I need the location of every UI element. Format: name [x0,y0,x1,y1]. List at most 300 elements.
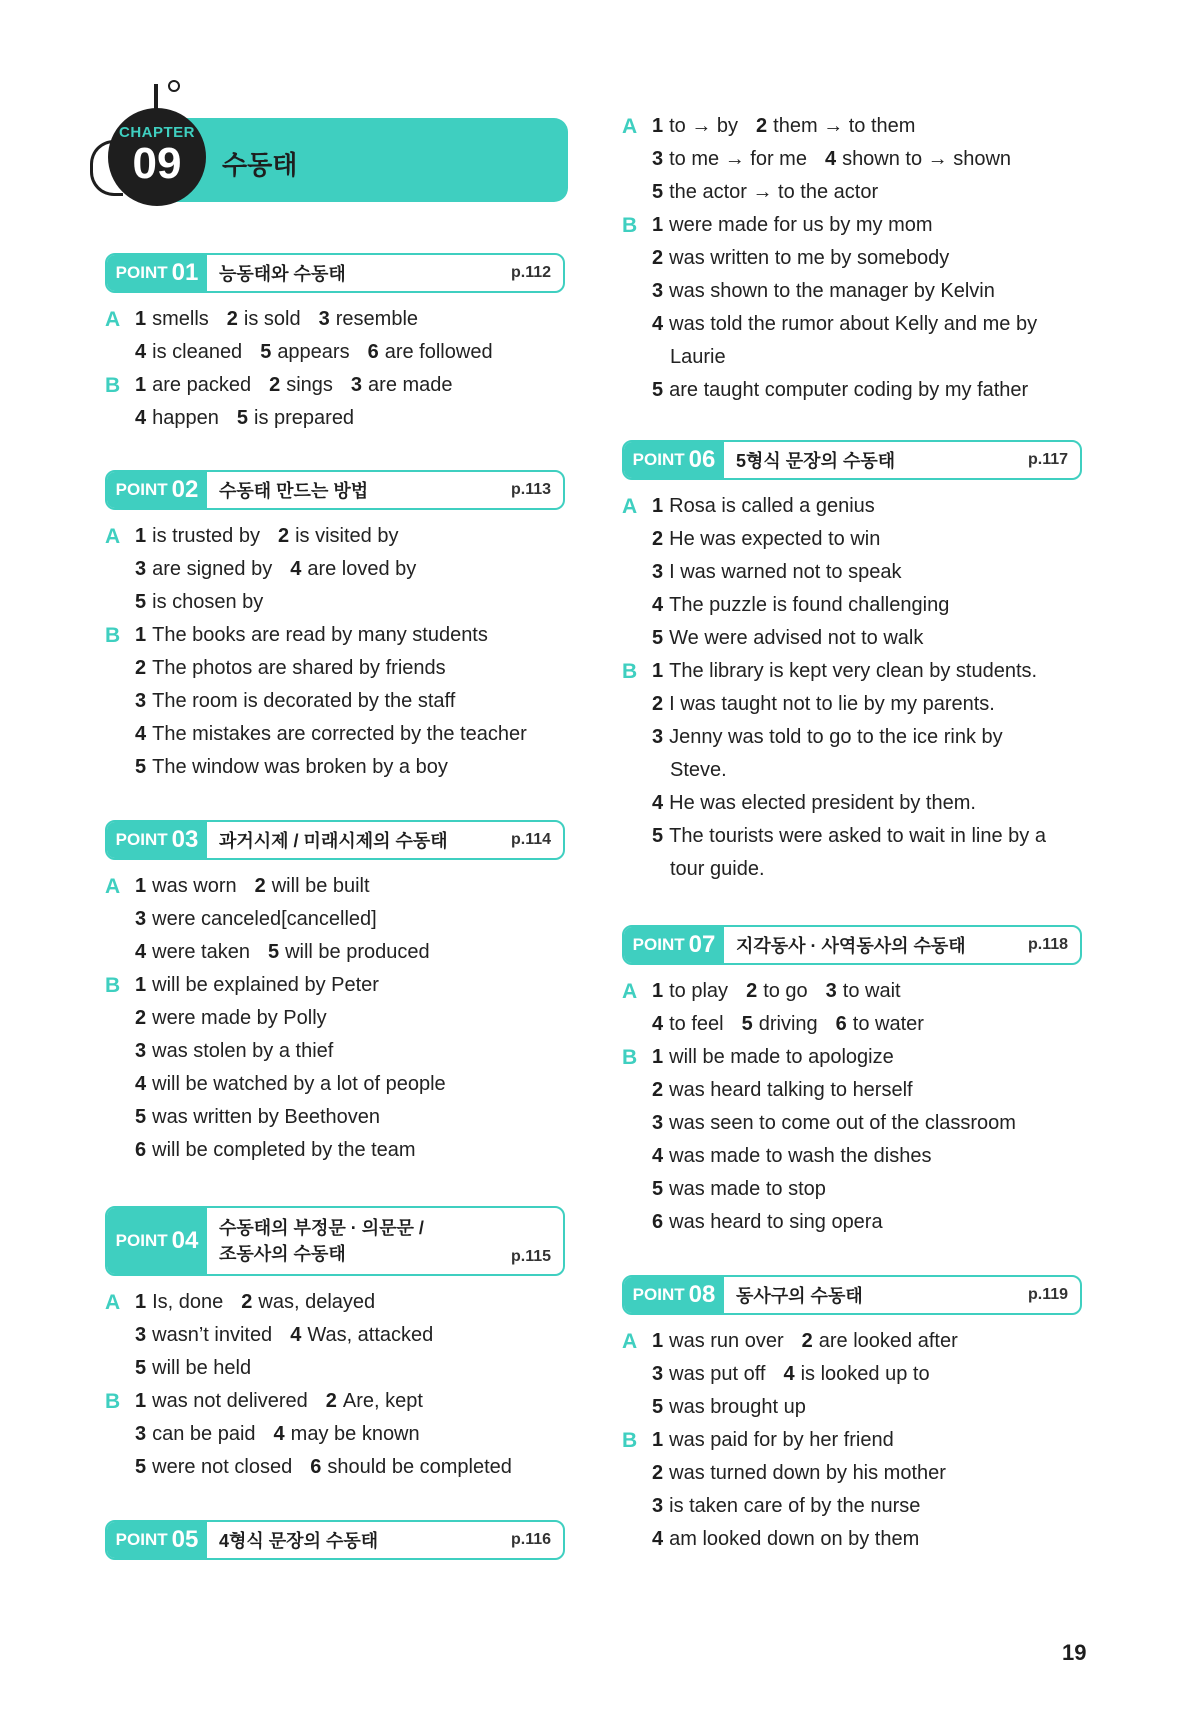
item-number: 1 [652,1046,664,1068]
item-number: 6 [835,1013,847,1035]
answer-items [135,936,448,969]
answer-item [135,875,237,897]
item-number: 3 [318,308,330,330]
item-number: 3 [135,1324,147,1346]
answer-line [105,553,575,586]
answer-item [836,1013,924,1035]
answer-line [622,341,1092,374]
answer-line [622,1358,1092,1391]
point-number: 05 [171,1526,199,1553]
item-number: 2 [652,693,664,715]
item-text: the actor → to the actor [669,181,879,203]
item-text: was brought up [669,1396,806,1418]
item-number: 3 [652,1363,664,1385]
item-text: was shown to the manager by Kelvin [669,280,995,302]
item-text: will be explained by Peter [152,974,379,996]
item-text: was run over [669,1330,784,1352]
answer-item [326,1390,423,1412]
answer-item [135,1390,308,1412]
answer-item [227,308,301,330]
point-word: POINT [115,1231,168,1250]
answer-item [290,1324,433,1346]
answer-line [622,1206,1092,1239]
answer-items [135,1101,398,1134]
answer-item [237,407,354,429]
item-text: Jenny was told to go to the ice rink by [669,726,1003,748]
item-number: 1 [135,624,147,646]
item-text: were canceled[cancelled] [152,908,377,930]
answer-items [135,1286,393,1319]
point-tag [624,1277,724,1313]
answer-item [783,1363,929,1385]
item-number: 4 [135,941,147,963]
answer-line [622,622,1092,655]
item-text: am looked down on by them [669,1528,920,1550]
item-text: are looked after [818,1330,958,1352]
item-text: Was, attacked [307,1324,434,1346]
point-title [219,1208,424,1274]
answer-items [652,1206,901,1239]
answer-line [105,1286,575,1319]
point-number: 07 [688,931,716,958]
item-text: resemble [335,308,419,330]
item-text: will be produced [285,941,430,963]
item-number: 1 [652,495,664,517]
item-text: were made for us by my mom [669,214,933,236]
point-header-08 [622,1275,1082,1315]
item-text: The puzzle is found challenging [669,594,950,616]
answer-items [652,523,898,556]
point-title-line: 지각동사 · 사역동사의 수동태 [736,936,966,956]
item-text: was made to stop [669,1178,826,1200]
item-text: were not closed [152,1456,293,1478]
answer-items [652,1107,1034,1140]
item-number: 1 [135,974,147,996]
item-text: Laurie [670,346,726,368]
answer-item [319,308,418,330]
answer-items [135,586,281,619]
answer-item [652,693,995,715]
answer-line [105,870,575,903]
item-text: was made to wash the dishes [669,1145,932,1167]
item-text: The library is kept very clean by students. [669,660,1038,682]
answer-line [105,520,575,553]
answer-item [135,908,377,930]
point-title [736,442,895,478]
answer-item [290,558,416,580]
point-number: 02 [171,476,199,503]
item-text: was put off [669,1363,766,1385]
item-number: 5 [652,181,664,203]
item-number: 1 [135,1291,147,1313]
answer-line [105,303,575,336]
answer-item [652,594,949,616]
answer-item [652,627,923,649]
answer-items [652,1490,938,1523]
section-letter-b: B [105,1390,121,1413]
item-number: 3 [652,726,664,748]
item-number: 2 [269,374,281,396]
item-text: should be completed [327,1456,512,1478]
answer-item [742,1013,818,1035]
answer-item [135,591,263,613]
item-number: 2 [652,1079,664,1101]
section-letter-b: B [105,624,121,647]
section-letter-a: A [622,115,638,138]
item-number: 1 [652,1330,664,1352]
item-text: will be watched by a lot of people [152,1073,446,1095]
answer-items [135,369,471,402]
answer-items [135,336,511,369]
item-text: was heard talking to herself [669,1079,913,1101]
answer-items [652,556,919,589]
answer-line [622,1424,1092,1457]
answer-items [652,1457,964,1490]
item-text: them → to them [773,115,916,137]
answer-item [135,657,446,679]
answer-item [135,723,527,745]
item-text: are taught computer coding by my father [669,379,1029,401]
answer-item [746,980,808,1002]
answer-item [652,528,880,550]
item-text: are followed [384,341,493,363]
answer-item [135,1324,272,1346]
item-text: Are, kept [342,1390,423,1412]
section-letter-b: B [105,974,121,997]
item-number: 2 [254,875,266,897]
point-word: POINT [115,830,168,849]
point-title-line: 5형식 문장의 수동태 [736,451,896,471]
answer-item [825,148,1011,170]
point-tag [107,822,207,858]
item-number: 5 [652,379,664,401]
section-letter-b: B [622,660,638,683]
point-header-04 [105,1206,565,1276]
answer-item [260,341,349,363]
section-letter-b: B [105,374,121,397]
answer-line [622,1391,1092,1424]
answer-item [135,407,219,429]
point-number: 03 [171,826,199,853]
item-number: 3 [135,690,147,712]
answer-line [622,975,1092,1008]
item-number: 3 [135,1423,147,1445]
answer-item [652,1363,765,1385]
item-text: The tourists were asked to wait in line by a [669,825,1046,847]
answer-line [622,754,1092,787]
item-number: 2 [135,657,147,679]
item-text: The room is decorated by the staff [152,690,456,712]
item-text: was worn [152,875,237,897]
item-number: 2 [277,525,290,547]
answer-items [135,870,388,903]
section-letter-a: A [105,875,121,898]
answer-item [135,341,242,363]
answer-items [652,655,1055,688]
item-text: will be built [271,875,370,897]
answer-line [622,110,1092,143]
item-text: were taken [152,941,250,963]
answer-items [670,853,783,886]
item-number: 2 [325,1390,337,1412]
answer-line [105,586,575,619]
item-text: Steve. [670,759,727,781]
answer-items [135,1319,451,1352]
item-text: to → by [669,115,739,137]
answer-line [622,1041,1092,1074]
item-text: The window was broken by a boy [152,756,448,778]
item-number: 1 [135,525,147,547]
chapter-number: 09 [132,139,182,188]
answer-line [622,374,1092,407]
answer-items [135,1352,269,1385]
answer-items [652,176,896,209]
item-text: will be held [152,1357,252,1379]
answer-item [241,1291,375,1313]
chapter-label: CHAPTER [118,124,195,141]
item-text: was not delivered [152,1390,308,1412]
point-word: POINT [115,1530,168,1549]
answer-item [652,214,933,236]
answer-items [652,490,893,523]
answer-line [105,1451,575,1484]
answer-line [105,1319,575,1352]
point-tag [107,472,207,508]
item-number: 6 [652,1211,664,1233]
answer-item [310,1456,512,1478]
answer-item [652,1211,883,1233]
answer-item [652,1462,946,1484]
item-text: The books are read by many students [152,624,488,646]
answer-item [652,792,976,814]
point-title [219,472,368,508]
answer-items [652,1041,912,1074]
item-text: We were advised not to walk [669,627,924,649]
item-number: 4 [273,1423,285,1445]
point-title-line: 조동사의 수동태 [219,1244,346,1264]
answer-line [105,369,575,402]
point-header-03 [105,820,565,860]
answer-line [105,969,575,1002]
item-text: will be completed by the team [152,1139,416,1161]
answer-item [135,1073,446,1095]
item-text: Rosa is called a genius [669,495,875,517]
item-number: 2 [756,115,768,137]
item-text: was stolen by a thief [152,1040,334,1062]
item-number: 4 [783,1363,795,1385]
point-number: 06 [688,446,716,473]
item-number: 2 [652,1462,664,1484]
answer-item [652,247,949,269]
item-number: 5 [652,627,664,649]
point-word: POINT [632,1285,685,1304]
answer-items [135,751,466,784]
item-number: 5 [135,756,147,778]
section-letter-b: B [622,1046,638,1069]
item-text: The photos are shared by friends [152,657,446,679]
answer-line [622,820,1092,853]
answer-items [652,787,994,820]
answer-items [652,1074,931,1107]
answer-item [135,1040,333,1062]
answer-line [622,1325,1092,1358]
item-number: 2 [801,1330,813,1352]
answer-line [105,1068,575,1101]
point-title-line: 수동태 만드는 방법 [219,481,369,501]
answer-line [622,1107,1092,1140]
answer-item [652,1330,784,1352]
answer-item [652,1046,894,1068]
item-number: 4 [135,407,147,429]
answer-line [622,688,1092,721]
answer-items [652,143,1029,176]
answer-items [135,1002,345,1035]
answer-items [652,721,1021,754]
point-title-line: 능동태와 수동태 [219,264,346,284]
answer-item [652,280,995,302]
item-number: 5 [652,1396,664,1418]
answer-line [105,1134,575,1167]
answer-line [622,1173,1092,1206]
answer-item [826,980,901,1002]
point-page-ref: p.119 [1027,1286,1068,1303]
answer-line [105,936,575,969]
item-text: He was expected to win [669,528,881,550]
item-text: are made [368,374,453,396]
item-text: is chosen by [152,591,264,613]
point-title-line: 과거시제 / 미래시제의 수동태 [219,831,448,851]
point-page-ref: p.113 [510,481,551,498]
point-word: POINT [632,450,685,469]
answer-line [105,718,575,751]
answer-item [652,660,1037,682]
item-text: is looked up to [800,1363,930,1385]
answer-line [105,903,575,936]
point-word: POINT [115,480,168,499]
answer-items [135,303,436,336]
point-word: POINT [632,935,685,954]
point-number: 01 [171,259,199,286]
answer-line [622,589,1092,622]
item-number: 5 [652,825,664,847]
answer-line [105,1418,575,1451]
item-text: sings [286,374,333,396]
answer-item [802,1330,958,1352]
item-text: are packed [152,374,252,396]
answer-items [652,688,1013,721]
answer-line [105,751,575,784]
answer-items [652,622,941,655]
point-tag [107,255,207,291]
item-number: 3 [135,1040,147,1062]
item-number: 3 [350,374,363,396]
answer-items [652,1173,844,1206]
point-title [736,1277,863,1313]
answer-line [622,1523,1092,1556]
answer-line [622,523,1092,556]
item-number: 6 [367,341,379,363]
answer-items [135,1134,434,1167]
item-text: shown to → shown [842,148,1012,170]
section-letter-a: A [105,525,121,548]
answer-line [622,176,1092,209]
item-number: 3 [652,148,664,170]
item-text: was paid for by her friend [669,1429,894,1451]
item-number: 1 [652,660,664,682]
item-text: were made by Polly [152,1007,327,1029]
answer-item [652,148,807,170]
answer-item [652,1013,724,1035]
answer-line [622,308,1092,341]
answer-item [135,1423,256,1445]
answer-items [652,209,951,242]
point-page-ref: p.114 [510,831,551,848]
answer-line [622,1457,1092,1490]
item-text: to me → for me [669,148,807,170]
item-text: is cleaned [152,341,243,363]
answer-items [135,619,506,652]
point-tag [107,1208,207,1274]
point-title [736,927,966,963]
item-text: may be known [290,1423,420,1445]
item-text: is taken care of by the nurse [669,1495,921,1517]
point-word: POINT [115,263,168,282]
answer-items [652,975,919,1008]
item-text: I was warned not to speak [669,561,902,583]
item-number: 4 [652,1013,664,1035]
item-number: 3 [652,280,664,302]
item-text: was seen to come out of the classroom [669,1112,1016,1134]
answer-items [670,341,744,374]
item-number: 6 [310,1456,322,1478]
answer-item [670,346,726,368]
answer-items [670,754,745,787]
answer-items [652,1358,948,1391]
answer-items [652,1325,976,1358]
answer-item [268,941,430,963]
item-number: 4 [824,148,837,170]
item-number: 4 [652,792,664,814]
section-letter-a: A [105,308,121,331]
point-page-ref: p.115 [510,1248,551,1265]
answer-item [269,374,333,396]
answer-line [622,1490,1092,1523]
answer-item [756,115,915,137]
point-title [219,1522,378,1558]
item-number: 1 [135,875,147,897]
point-title [219,255,346,291]
item-text: smells [152,308,209,330]
answer-items [652,275,1013,308]
section-letter-a: A [622,980,638,1003]
answer-line [622,655,1092,688]
answer-items [135,1451,530,1484]
item-text: to go [763,980,808,1002]
answer-item [652,1079,913,1101]
answer-items [135,685,473,718]
item-number: 5 [135,591,147,613]
item-number: 4 [135,341,147,363]
answer-item [652,1528,919,1550]
point-page-ref: p.118 [1027,936,1068,953]
answer-item [670,858,765,880]
answer-items [652,820,1064,853]
answer-item [652,313,1037,335]
item-text: He was elected president by them. [669,792,976,814]
point-header-07 [622,925,1082,965]
item-number: 4 [652,1145,664,1167]
answer-item [652,1178,826,1200]
